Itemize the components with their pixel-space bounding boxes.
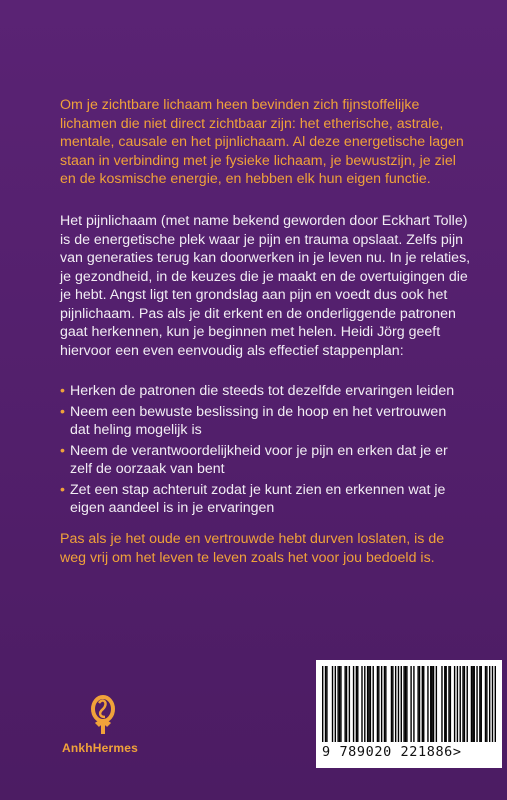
intro-line: en de kosmische energie, en hebben elk hun eigen functie. xyxy=(60,171,431,187)
barcode-bar xyxy=(395,666,396,742)
list-item-line: • Neem de verantwoordelijkheid voor je pijn en erken dat je er xyxy=(70,442,448,459)
body-line: van generaties terug kan doorwerken in je leven nu. In je relaties, xyxy=(60,250,471,266)
list-item xyxy=(60,382,480,401)
barcode-bar xyxy=(325,666,326,742)
barcode-bar xyxy=(460,666,461,742)
list-item xyxy=(60,403,480,440)
barcode-bar xyxy=(339,666,340,742)
barcode-bar xyxy=(485,666,486,742)
barcode-bar xyxy=(364,666,365,742)
barcode-bar xyxy=(431,666,432,742)
closing-paragraph xyxy=(60,530,480,567)
isbn-digits: 9 789020 221886 xyxy=(322,744,453,760)
barcode-bar xyxy=(479,666,480,742)
barcode-bar xyxy=(417,666,418,742)
body-line: gaat herkennen, kun je beginnen met helen. Heidi Jörg geeft xyxy=(60,324,441,340)
steps-list xyxy=(60,382,480,520)
isbn-number xyxy=(322,744,496,760)
intro-line: staan in verbinding met je fysieke lichaam, je bewustzijn, je ziel xyxy=(60,152,456,169)
list-item xyxy=(60,481,480,518)
barcode-bar xyxy=(340,666,341,742)
barcode-bar xyxy=(472,666,473,742)
barcode-bar xyxy=(492,666,493,742)
barcode-bar xyxy=(398,666,399,742)
body-line: je hebt. Angst ligt ten grondslag aan pijn en voedt dus ook het xyxy=(60,287,448,303)
barcode-bars xyxy=(322,666,496,742)
barcode-bar xyxy=(464,666,465,742)
closing-line: weg vrij om het leven te leven zoals het voor jou bedoeld is. xyxy=(60,549,435,566)
barcode-bar xyxy=(385,666,386,742)
barcode-bar xyxy=(422,666,423,742)
barcode-bar xyxy=(486,666,487,742)
barcode-bar xyxy=(448,666,449,742)
barcode-bar xyxy=(436,666,437,742)
barcode-bar xyxy=(481,666,482,742)
barcode-bar xyxy=(495,666,496,742)
intro-line: Om je zichtbare lichaam heen bevinden zich fijnstoffelijke xyxy=(60,97,420,113)
barcode-bar xyxy=(462,666,463,742)
publisher-logo xyxy=(62,695,139,755)
barcode-bar xyxy=(489,666,490,742)
barcode-bar xyxy=(356,666,357,742)
intro-line: lichamen die niet direct zichtbaar zijn: het etherische, astrale, xyxy=(60,115,444,132)
barcode-bar xyxy=(405,666,406,742)
barcode-bar xyxy=(370,666,371,742)
barcode-bar xyxy=(430,666,431,742)
barcode-bar xyxy=(476,666,477,742)
barcode-bar xyxy=(373,666,374,742)
body-line: je gezondheid, in de keuzes die je maakt en de overtuigingen die xyxy=(60,268,468,285)
barcode-bar xyxy=(357,666,358,742)
barcode-bar xyxy=(378,666,379,742)
barcode-bar xyxy=(401,666,402,742)
barcode-bar xyxy=(406,666,407,742)
body-line: pijnlichaam. Pas als je dit erkent en de onderliggende patronen xyxy=(60,305,456,322)
barcode-bar xyxy=(467,666,468,742)
barcode-bar xyxy=(474,666,475,742)
barcode-bar xyxy=(384,666,385,742)
barcode-bar xyxy=(344,666,345,742)
list-item-line: • Neem een bewuste beslissing in de hoop en het vertrouwen xyxy=(70,403,447,420)
intro-line: mentale, causale en het pijnlichaam. Al deze energetische lagen xyxy=(60,134,464,150)
closing-line: Pas als je het oude en vertrouwde hebt durven loslaten, is de xyxy=(60,531,445,547)
body-line: hiervoor een even eenvoudig als effectief stappenplan: xyxy=(60,342,404,359)
publisher-name: AnkhHermes xyxy=(62,741,139,755)
barcode-bar xyxy=(445,666,446,742)
barcode-bar xyxy=(471,666,472,742)
barcode-bar xyxy=(326,666,327,742)
barcode-bar xyxy=(441,666,442,742)
barcode-bar xyxy=(392,666,393,742)
barcode-bar xyxy=(433,666,434,742)
isbn-suffix: > xyxy=(452,744,462,760)
intro-paragraph xyxy=(60,96,480,189)
barcode-bar xyxy=(427,666,428,742)
barcode-bar xyxy=(322,666,323,742)
barcode-bar xyxy=(457,666,458,742)
barcode-bar xyxy=(349,666,350,742)
barcode-bar xyxy=(361,666,362,742)
barcode-bar xyxy=(444,666,445,742)
barcode-bar xyxy=(419,666,420,742)
list-item-line: eigen aandeel is in je ervaringen xyxy=(70,500,275,516)
barcode-bar xyxy=(391,666,392,742)
barcode-bar xyxy=(368,666,369,742)
body-line: is de energetische plek waar je pijn en trauma opslaat. Zelfs pijn xyxy=(60,231,463,248)
list-item xyxy=(60,442,480,479)
barcode-bar xyxy=(450,666,451,742)
barcode-bar xyxy=(413,666,414,742)
barcode-bar xyxy=(337,666,338,742)
isbn-barcode xyxy=(316,660,502,768)
barcode-bar xyxy=(346,666,347,742)
list-item-line: dat heling mogelijk is xyxy=(70,422,202,438)
barcode-bar xyxy=(381,666,382,742)
body-paragraph xyxy=(60,212,480,360)
barcode-bar xyxy=(335,666,336,742)
body-line: Het pijnlichaam (met name bekend geworden door Eckhart Tolle) xyxy=(60,213,468,229)
barcode-bar xyxy=(410,666,411,742)
list-item-line: zelf de oorzaak van bent xyxy=(70,461,225,477)
barcode-bar xyxy=(353,666,354,742)
list-item-line: • Zet een stap achteruit zodat je kunt zien en erkennen wat je xyxy=(70,481,446,498)
barcode-bar xyxy=(423,666,424,742)
barcode-bar xyxy=(377,666,378,742)
barcode-bar xyxy=(403,666,404,742)
barcode-bar xyxy=(454,666,455,742)
list-item-line: • Herken de patronen die steeds tot dezelfde ervaringen leiden xyxy=(70,383,455,399)
barcode-bar xyxy=(332,666,333,742)
ankh-flame-icon xyxy=(86,695,120,735)
barcode-bar xyxy=(367,666,368,742)
